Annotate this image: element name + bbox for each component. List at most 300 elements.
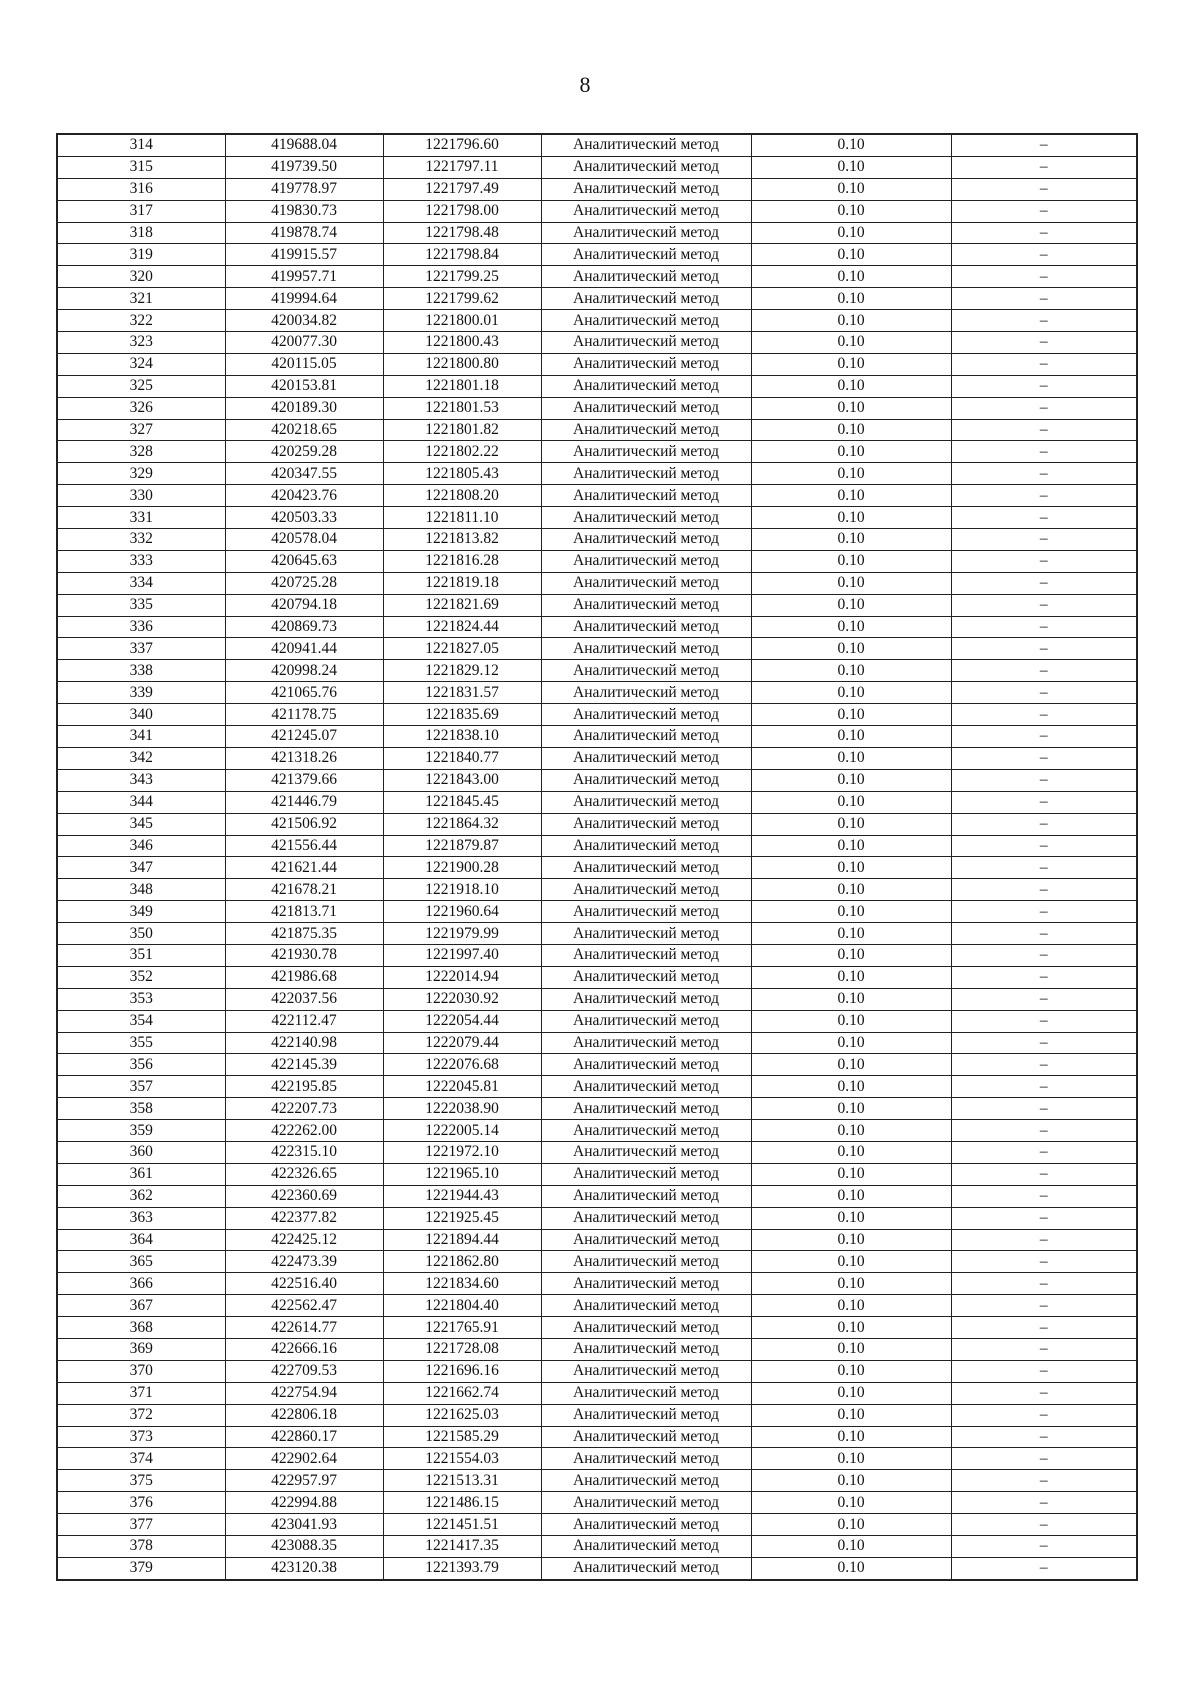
y-coordinate-cell: 1221894.44 [383,1229,541,1251]
accuracy-cell: 0.10 [751,1470,951,1492]
point-number-cell: 318 [57,222,225,244]
y-coordinate-cell: 1221800.01 [383,310,541,332]
table-row [57,1185,1137,1207]
y-coordinate-cell: 1221800.80 [383,353,541,375]
note-cell: – [951,178,1137,200]
table-row [57,1360,1137,1382]
method-cell: Аналитический метод [541,441,751,463]
table-row [57,1163,1137,1185]
point-number-cell: 356 [57,1054,225,1076]
method-cell: Аналитический метод [541,966,751,988]
y-coordinate-cell: 1221965.10 [383,1163,541,1185]
point-number-cell: 317 [57,200,225,222]
table-row [57,1141,1137,1163]
accuracy-cell: 0.10 [751,638,951,660]
method-cell: Аналитический метод [541,244,751,266]
point-number-cell: 359 [57,1120,225,1142]
accuracy-cell: 0.10 [751,747,951,769]
accuracy-cell: 0.10 [751,156,951,178]
method-cell: Аналитический метод [541,353,751,375]
accuracy-cell: 0.10 [751,1295,951,1317]
point-number-cell: 378 [57,1536,225,1558]
method-cell: Аналитический метод [541,1120,751,1142]
x-coordinate-cell: 419739.50 [225,156,383,178]
y-coordinate-cell: 1222076.68 [383,1054,541,1076]
y-coordinate-cell: 1221486.15 [383,1492,541,1514]
note-cell: – [951,1536,1137,1558]
accuracy-cell: 0.10 [751,1032,951,1054]
method-cell: Аналитический метод [541,1010,751,1032]
method-cell: Аналитический метод [541,1514,751,1536]
accuracy-cell: 0.10 [751,988,951,1010]
y-coordinate-cell: 1221765.91 [383,1317,541,1339]
method-cell: Аналитический метод [541,616,751,638]
point-number-cell: 368 [57,1317,225,1339]
note-cell: – [951,419,1137,441]
point-number-cell: 377 [57,1514,225,1536]
y-coordinate-cell: 1222005.14 [383,1120,541,1142]
y-coordinate-cell: 1221862.80 [383,1251,541,1273]
note-cell: – [951,901,1137,923]
note-cell: – [951,397,1137,419]
point-number-cell: 336 [57,616,225,638]
y-coordinate-cell: 1221838.10 [383,726,541,748]
x-coordinate-cell: 423041.93 [225,1514,383,1536]
point-number-cell: 376 [57,1492,225,1514]
accuracy-cell: 0.10 [751,901,951,923]
coordinates-table-body [57,134,1137,1580]
method-cell: Аналитический метод [541,682,751,704]
accuracy-cell: 0.10 [751,222,951,244]
table-row [57,353,1137,375]
x-coordinate-cell: 421245.07 [225,726,383,748]
x-coordinate-cell: 421678.21 [225,879,383,901]
accuracy-cell: 0.10 [751,1536,951,1558]
y-coordinate-cell: 1221696.16 [383,1360,541,1382]
y-coordinate-cell: 1221819.18 [383,572,541,594]
point-number-cell: 357 [57,1076,225,1098]
point-number-cell: 370 [57,1360,225,1382]
note-cell: – [951,1295,1137,1317]
table-row [57,594,1137,616]
point-number-cell: 338 [57,660,225,682]
note-cell: – [951,813,1137,835]
method-cell: Аналитический метод [541,266,751,288]
x-coordinate-cell: 422860.17 [225,1426,383,1448]
y-coordinate-cell: 1221451.51 [383,1514,541,1536]
y-coordinate-cell: 1221799.62 [383,288,541,310]
method-cell: Аналитический метод [541,222,751,244]
accuracy-cell: 0.10 [751,594,951,616]
table-row [57,1426,1137,1448]
accuracy-cell: 0.10 [751,1514,951,1536]
table-row [57,529,1137,551]
x-coordinate-cell: 420423.76 [225,485,383,507]
method-cell: Аналитический метод [541,1404,751,1426]
accuracy-cell: 0.10 [751,1492,951,1514]
table-row [57,923,1137,945]
table-row [57,1448,1137,1470]
table-row [57,638,1137,660]
method-cell: Аналитический метод [541,791,751,813]
method-cell: Аналитический метод [541,1273,751,1295]
note-cell: – [951,857,1137,879]
accuracy-cell: 0.10 [751,704,951,726]
table-row [57,200,1137,222]
point-number-cell: 337 [57,638,225,660]
point-number-cell: 326 [57,397,225,419]
y-coordinate-cell: 1222054.44 [383,1010,541,1032]
point-number-cell: 342 [57,747,225,769]
method-cell: Аналитический метод [541,1076,751,1098]
x-coordinate-cell: 420578.04 [225,529,383,551]
x-coordinate-cell: 421318.26 [225,747,383,769]
accuracy-cell: 0.10 [751,419,951,441]
note-cell: – [951,288,1137,310]
accuracy-cell: 0.10 [751,1207,951,1229]
x-coordinate-cell: 421379.66 [225,769,383,791]
y-coordinate-cell: 1221997.40 [383,944,541,966]
x-coordinate-cell: 422315.10 [225,1141,383,1163]
table-row [57,1251,1137,1273]
y-coordinate-cell: 1221972.10 [383,1141,541,1163]
point-number-cell: 369 [57,1338,225,1360]
point-number-cell: 331 [57,507,225,529]
note-cell: – [951,660,1137,682]
table-row [57,1229,1137,1251]
y-coordinate-cell: 1221816.28 [383,550,541,572]
point-number-cell: 371 [57,1382,225,1404]
accuracy-cell: 0.10 [751,1382,951,1404]
y-coordinate-cell: 1221813.82 [383,529,541,551]
note-cell: – [951,747,1137,769]
accuracy-cell: 0.10 [751,726,951,748]
accuracy-cell: 0.10 [751,944,951,966]
method-cell: Аналитический метод [541,1557,751,1579]
note-cell: – [951,791,1137,813]
method-cell: Аналитический метод [541,1448,751,1470]
x-coordinate-cell: 422425.12 [225,1229,383,1251]
point-number-cell: 363 [57,1207,225,1229]
method-cell: Аналитический метод [541,944,751,966]
note-cell: – [951,1557,1137,1579]
y-coordinate-cell: 1222038.90 [383,1098,541,1120]
accuracy-cell: 0.10 [751,1360,951,1382]
y-coordinate-cell: 1221840.77 [383,747,541,769]
table-row [57,1382,1137,1404]
x-coordinate-cell: 420347.55 [225,463,383,485]
x-coordinate-cell: 422145.39 [225,1054,383,1076]
accuracy-cell: 0.10 [751,1185,951,1207]
point-number-cell: 327 [57,419,225,441]
x-coordinate-cell: 420503.33 [225,507,383,529]
x-coordinate-cell: 421065.76 [225,682,383,704]
y-coordinate-cell: 1221804.40 [383,1295,541,1317]
note-cell: – [951,682,1137,704]
table-row [57,156,1137,178]
accuracy-cell: 0.10 [751,1010,951,1032]
y-coordinate-cell: 1221797.11 [383,156,541,178]
method-cell: Аналитический метод [541,1492,751,1514]
table-row [57,332,1137,354]
accuracy-cell: 0.10 [751,879,951,901]
method-cell: Аналитический метод [541,397,751,419]
x-coordinate-cell: 421986.68 [225,966,383,988]
y-coordinate-cell: 1221835.69 [383,704,541,726]
note-cell: – [951,704,1137,726]
y-coordinate-cell: 1221393.79 [383,1557,541,1579]
y-coordinate-cell: 1221585.29 [383,1426,541,1448]
point-number-cell: 332 [57,529,225,551]
method-cell: Аналитический метод [541,1054,751,1076]
point-number-cell: 319 [57,244,225,266]
note-cell: – [951,1076,1137,1098]
method-cell: Аналитический метод [541,310,751,332]
y-coordinate-cell: 1221798.48 [383,222,541,244]
note-cell: – [951,1470,1137,1492]
coordinates-table [56,133,1138,1581]
table-row [57,835,1137,857]
point-number-cell: 320 [57,266,225,288]
accuracy-cell: 0.10 [751,966,951,988]
x-coordinate-cell: 422112.47 [225,1010,383,1032]
note-cell: – [951,441,1137,463]
table-row [57,988,1137,1010]
x-coordinate-cell: 420869.73 [225,616,383,638]
method-cell: Аналитический метод [541,200,751,222]
x-coordinate-cell: 421556.44 [225,835,383,857]
y-coordinate-cell: 1221827.05 [383,638,541,660]
y-coordinate-cell: 1222014.94 [383,966,541,988]
x-coordinate-cell: 422806.18 [225,1404,383,1426]
method-cell: Аналитический метод [541,1295,751,1317]
point-number-cell: 366 [57,1273,225,1295]
point-number-cell: 335 [57,594,225,616]
x-coordinate-cell: 422262.00 [225,1120,383,1142]
method-cell: Аналитический метод [541,1032,751,1054]
y-coordinate-cell: 1221796.60 [383,134,541,156]
x-coordinate-cell: 422754.94 [225,1382,383,1404]
accuracy-cell: 0.10 [751,1404,951,1426]
table-row [57,1317,1137,1339]
x-coordinate-cell: 420077.30 [225,332,383,354]
point-number-cell: 353 [57,988,225,1010]
y-coordinate-cell: 1221831.57 [383,682,541,704]
y-coordinate-cell: 1221662.74 [383,1382,541,1404]
y-coordinate-cell: 1221554.03 [383,1448,541,1470]
x-coordinate-cell: 420218.65 [225,419,383,441]
note-cell: – [951,1360,1137,1382]
point-number-cell: 343 [57,769,225,791]
point-number-cell: 341 [57,726,225,748]
accuracy-cell: 0.10 [751,310,951,332]
point-number-cell: 314 [57,134,225,156]
x-coordinate-cell: 419915.57 [225,244,383,266]
y-coordinate-cell: 1221625.03 [383,1404,541,1426]
note-cell: – [951,923,1137,945]
y-coordinate-cell: 1221979.99 [383,923,541,945]
y-coordinate-cell: 1221925.45 [383,1207,541,1229]
table-row [57,463,1137,485]
x-coordinate-cell: 421813.71 [225,901,383,923]
x-coordinate-cell: 421506.92 [225,813,383,835]
note-cell: – [951,638,1137,660]
accuracy-cell: 0.10 [751,1338,951,1360]
point-number-cell: 334 [57,572,225,594]
point-number-cell: 348 [57,879,225,901]
accuracy-cell: 0.10 [751,353,951,375]
note-cell: – [951,1229,1137,1251]
method-cell: Аналитический метод [541,1185,751,1207]
point-number-cell: 372 [57,1404,225,1426]
accuracy-cell: 0.10 [751,550,951,572]
note-cell: – [951,1207,1137,1229]
accuracy-cell: 0.10 [751,1163,951,1185]
table-row [57,485,1137,507]
note-cell: – [951,726,1137,748]
point-number-cell: 364 [57,1229,225,1251]
method-cell: Аналитический метод [541,923,751,945]
x-coordinate-cell: 419994.64 [225,288,383,310]
x-coordinate-cell: 422140.98 [225,1032,383,1054]
y-coordinate-cell: 1221864.32 [383,813,541,835]
method-cell: Аналитический метод [541,288,751,310]
table-row [57,288,1137,310]
y-coordinate-cell: 1221879.87 [383,835,541,857]
point-number-cell: 333 [57,550,225,572]
x-coordinate-cell: 420034.82 [225,310,383,332]
note-cell: – [951,1163,1137,1185]
y-coordinate-cell: 1221811.10 [383,507,541,529]
accuracy-cell: 0.10 [751,660,951,682]
table-row [57,966,1137,988]
y-coordinate-cell: 1221728.08 [383,1338,541,1360]
table-row [57,769,1137,791]
table-row [57,397,1137,419]
point-number-cell: 373 [57,1426,225,1448]
x-coordinate-cell: 420115.05 [225,353,383,375]
x-coordinate-cell: 422195.85 [225,1076,383,1098]
point-number-cell: 325 [57,375,225,397]
y-coordinate-cell: 1221802.22 [383,441,541,463]
table-row [57,507,1137,529]
accuracy-cell: 0.10 [751,1120,951,1142]
y-coordinate-cell: 1221824.44 [383,616,541,638]
point-number-cell: 321 [57,288,225,310]
accuracy-cell: 0.10 [751,1076,951,1098]
point-number-cell: 362 [57,1185,225,1207]
point-number-cell: 346 [57,835,225,857]
point-number-cell: 358 [57,1098,225,1120]
table-row [57,572,1137,594]
table-row [57,1032,1137,1054]
x-coordinate-cell: 420998.24 [225,660,383,682]
x-coordinate-cell: 421875.35 [225,923,383,945]
y-coordinate-cell: 1221801.53 [383,397,541,419]
method-cell: Аналитический метод [541,485,751,507]
note-cell: – [951,966,1137,988]
accuracy-cell: 0.10 [751,200,951,222]
table-row [57,813,1137,835]
point-number-cell: 350 [57,923,225,945]
note-cell: – [951,529,1137,551]
point-number-cell: 315 [57,156,225,178]
accuracy-cell: 0.10 [751,572,951,594]
x-coordinate-cell: 422516.40 [225,1273,383,1295]
point-number-cell: 360 [57,1141,225,1163]
x-coordinate-cell: 422902.64 [225,1448,383,1470]
point-number-cell: 316 [57,178,225,200]
note-cell: – [951,463,1137,485]
accuracy-cell: 0.10 [751,441,951,463]
table-row [57,1054,1137,1076]
note-cell: – [951,1054,1137,1076]
note-cell: – [951,944,1137,966]
table-row [57,1120,1137,1142]
note-cell: – [951,616,1137,638]
accuracy-cell: 0.10 [751,769,951,791]
table-row [57,682,1137,704]
x-coordinate-cell: 422614.77 [225,1317,383,1339]
table-row [57,266,1137,288]
method-cell: Аналитический метод [541,375,751,397]
method-cell: Аналитический метод [541,332,751,354]
point-number-cell: 354 [57,1010,225,1032]
table-row [57,1338,1137,1360]
note-cell: – [951,222,1137,244]
table-row [57,178,1137,200]
table-row [57,1536,1137,1558]
note-cell: – [951,1032,1137,1054]
method-cell: Аналитический метод [541,1536,751,1558]
y-coordinate-cell: 1221805.43 [383,463,541,485]
note-cell: – [951,310,1137,332]
note-cell: – [951,594,1137,616]
table-row [57,1207,1137,1229]
accuracy-cell: 0.10 [751,332,951,354]
method-cell: Аналитический метод [541,1470,751,1492]
y-coordinate-cell: 1221417.35 [383,1536,541,1558]
method-cell: Аналитический метод [541,572,751,594]
accuracy-cell: 0.10 [751,791,951,813]
note-cell: – [951,1273,1137,1295]
method-cell: Аналитический метод [541,1229,751,1251]
accuracy-cell: 0.10 [751,375,951,397]
x-coordinate-cell: 422957.97 [225,1470,383,1492]
point-number-cell: 352 [57,966,225,988]
method-cell: Аналитический метод [541,550,751,572]
method-cell: Аналитический метод [541,134,751,156]
table-row [57,441,1137,463]
method-cell: Аналитический метод [541,1207,751,1229]
y-coordinate-cell: 1221944.43 [383,1185,541,1207]
note-cell: – [951,1251,1137,1273]
accuracy-cell: 0.10 [751,1141,951,1163]
table-row [57,244,1137,266]
x-coordinate-cell: 421621.44 [225,857,383,879]
method-cell: Аналитический метод [541,1317,751,1339]
point-number-cell: 330 [57,485,225,507]
accuracy-cell: 0.10 [751,616,951,638]
x-coordinate-cell: 419957.71 [225,266,383,288]
y-coordinate-cell: 1222030.92 [383,988,541,1010]
point-number-cell: 349 [57,901,225,923]
table-row [57,1076,1137,1098]
point-number-cell: 339 [57,682,225,704]
accuracy-cell: 0.10 [751,134,951,156]
note-cell: – [951,1382,1137,1404]
note-cell: – [951,375,1137,397]
